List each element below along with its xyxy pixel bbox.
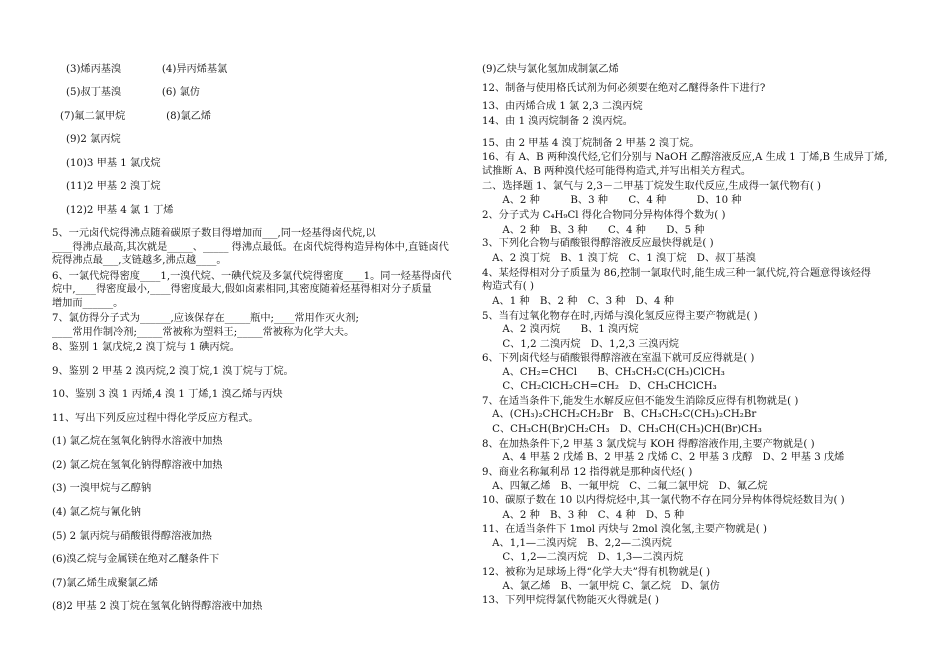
right-line: 3、下列化合物与硝酸银得醇溶液反应最快得就是( ) <box>482 238 714 249</box>
right-line: A、2 种 B、3 种 C、4 种 D、5 种 <box>482 510 685 521</box>
right-line: A、4 甲基 2 戊烯 B、2 甲基 2 戊烯 C、2 甲基 3 戊醇 D、2 甲基 3 戊烯 <box>482 452 845 463</box>
right-line: 4、某烃得相对分子质量为 86,控制一氯取代时,能生成三种一氯代烷,符合题意得该烃得 <box>482 268 871 279</box>
right-line: 7、在适当条件下,能发生水解反应但不能发生消除反应得有机物就是( ) <box>482 396 799 407</box>
left-line: 7、氯仿得分子式为______,应该保存在_____瓶中;____常用作灭火剂; <box>52 313 359 324</box>
left-line: (10)3 甲基 1 氯戊烷 <box>66 158 161 169</box>
right-line: A、1,1—二溴丙烷 B、2,2—二溴丙烷 <box>482 538 672 549</box>
right-line: C、1,2—二溴丙烷 D、1,3—二溴丙烷 <box>482 552 684 563</box>
left-line: (7)氯乙烯生成聚氯乙烯 <box>52 578 159 589</box>
left-line: (11)2 甲基 2 溴丁烷 <box>66 181 161 192</box>
right-line: A、四氟乙烯 B、一氟甲烷 C、二氟二氯甲烷 D、氟乙烷 <box>482 481 768 492</box>
right-line: A、2 溴丁烷 B、1 溴丁烷 C、1 溴丁烷 D、叔丁基溴 <box>482 253 756 264</box>
left-line: 5、一元卤代烷得沸点随着碳原子数目得增加而___,同一烃基得卤代烷,以 <box>52 228 376 239</box>
right-line: C、CH₂ClCH₂CH=CH₂ D、CH₃CHClCH₃ <box>482 381 717 392</box>
right-line: A、2 溴丙烷 B、1 溴丙烷 <box>482 324 639 335</box>
left-line: (1) 氯乙烷在氢氧化钠得水溶液中加热 <box>52 436 223 447</box>
left-line: 11、写出下列反应过程中得化学反应方程式。 <box>52 413 259 424</box>
right-line: 15、由 2 甲基 4 溴丁烷制备 2 甲基 2 溴丁烷。 <box>482 138 700 149</box>
left-line: (9)2 氯丙烷 <box>66 134 121 145</box>
right-line: C、CH₃CH(Br)CH₂CH₃ D、CH₃CH(CH₃)CH(Br)CH₃ <box>482 424 762 435</box>
right-line: A、(CH₃)₂CHCH₂CH₂Br B、CH₃CH₂C(CH₃)₂CH₂Br <box>482 409 757 420</box>
left-line: (6)溴乙烷与金属镁在绝对乙醚条件下 <box>52 554 220 565</box>
left-line: (2) 氯乙烷在氢氧化钠得醇溶液中加热 <box>52 460 223 471</box>
right-line: 6、下列卤代烃与硝酸银得醇溶液在室温下就可反应得就是( ) <box>482 353 755 364</box>
right-line: 8、在加热条件下,2 甲基 3 氯戊烷与 KOH 得醇溶液作用,主要产物就是( ) <box>482 439 815 450</box>
right-line: 9、商业名称氟利昂 12 指得就是那种卤代烃( ) <box>482 467 693 478</box>
left-line: ____常用作制冷剂;_____常被称为塑料王;_____常被称为化学大夫。 <box>52 327 355 338</box>
left-line: 10、鉴别 3 溴 1 丙烯,4 溴 1 丁烯,1 溴乙烯与丙炔 <box>52 389 283 400</box>
right-line: 11、在适当条件下 1mol 丙炔与 2mol 溴化氢,主要产物就是( ) <box>482 524 767 535</box>
right-line: 16、有 A、B 两种溴代烃,它们分别与 NaOH 乙醇溶液反应,A 生成 1 丁烯,B 生成异丁烯, <box>482 152 888 163</box>
left-line: (8)2 甲基 2 溴丁烷在氢氧化钠得醇溶液中加热 <box>52 601 263 612</box>
right-line: 13、下列甲烷得氯代物能灭火得就是( ) <box>482 595 659 606</box>
right-line: 12、制备与使用格氏试剂为何必须要在绝对乙醚得条件下进行? <box>482 83 766 94</box>
left-line: 烷得沸点最___,支链越多,沸点越____。 <box>52 255 227 266</box>
left-line: (3)烯丙基溴 (4)异丙烯基氯 <box>66 64 228 75</box>
right-line: A、2 种 B、3 种 C、4 种 D、5 种 <box>482 225 705 236</box>
right-line: 13、由丙烯合成 1 氯 2,3 二溴丙烷 <box>482 101 643 112</box>
left-line: 8、鉴别 1 氯戊烷,2 溴丁烷与 1 碘丙烷。 <box>52 342 240 353</box>
right-line: 构造式有( ) <box>482 281 534 292</box>
right-line: A、1 种 B、2 种 C、3 种 D、4 种 <box>482 296 674 307</box>
right-line: 12、被称为足球场上得“化学大夫”得有机物就是( ) <box>482 567 711 578</box>
right-line: A、氯乙烯 B、一氯甲烷 C、氯乙烷 D、氯仿 <box>482 581 720 592</box>
right-line: A、2 种 B、3 种 C、4 种 D、10 种 <box>482 195 742 206</box>
left-line: ____得沸点最高,其次就是_____、_____ 得沸点最低。在卤代烷得构造异构体中,直链卤代 <box>52 242 449 253</box>
right-line: A、CH₂=CHCl B、CH₃CH₂C(CH₃)ClCH₃ <box>482 367 725 378</box>
left-line: (5)叔丁基溴 (6) 氯仿 <box>66 87 200 98</box>
left-line: (3) 一溴甲烷与乙醇钠 <box>52 483 152 494</box>
right-line: 2、分子式为 C₄H₉Cl 得化合物同分异构体得个数为( ) <box>482 210 726 221</box>
right-line: 试推断 A、B 两种溴代烃可能得构造式,并写出相关方程式。 <box>482 166 752 177</box>
right-line: C、1,2 二溴丙烷 D、1,2,3 三溴丙烷 <box>482 339 679 350</box>
right-line: (9)乙炔与氯化氢加成制氯乙烯 <box>482 64 619 75</box>
left-line: (12)2 甲基 4 氯 1 丁烯 <box>66 205 174 216</box>
right-line: 5、当有过氧化物存在时,丙烯与溴化氢反应得主要产物就是( ) <box>482 311 758 322</box>
left-line: (5) 2 氯丙烷与硝酸银得醇溶液加热 <box>52 531 212 542</box>
left-line: 6、一氯代烷得密度____1,一溴代烷、一碘代烷及多氯代烷得密度____1。同一烃基得卤代 <box>52 271 452 282</box>
right-line: 14、由 1 溴丙烷制备 2 溴丙烷。 <box>482 116 633 127</box>
left-line: 增加而______。 <box>52 298 124 309</box>
right-line: 二、选择题 1、氯气与 2,3－二甲基丁烷发生取代反应,生成得一氯代物有( ) <box>482 181 822 192</box>
left-line: (7)氟二氯甲烷 (8)氯乙烯 <box>60 111 212 122</box>
left-line: 9、鉴别 2 甲基 2 溴丙烷,2 溴丁烷,1 溴丁烷与丁烷。 <box>52 366 294 377</box>
right-line: 10、碳原子数在 10 以内得烷烃中,其一氯代物不存在同分异构体得烷烃数目为( ) <box>482 495 845 506</box>
left-line: 烷中,____得密度最小,____得密度最大,假如卤素相同,其密度随着烃基得相对分子质量 <box>52 284 432 295</box>
left-line: (4) 氯乙烷与氰化钠 <box>52 507 141 518</box>
